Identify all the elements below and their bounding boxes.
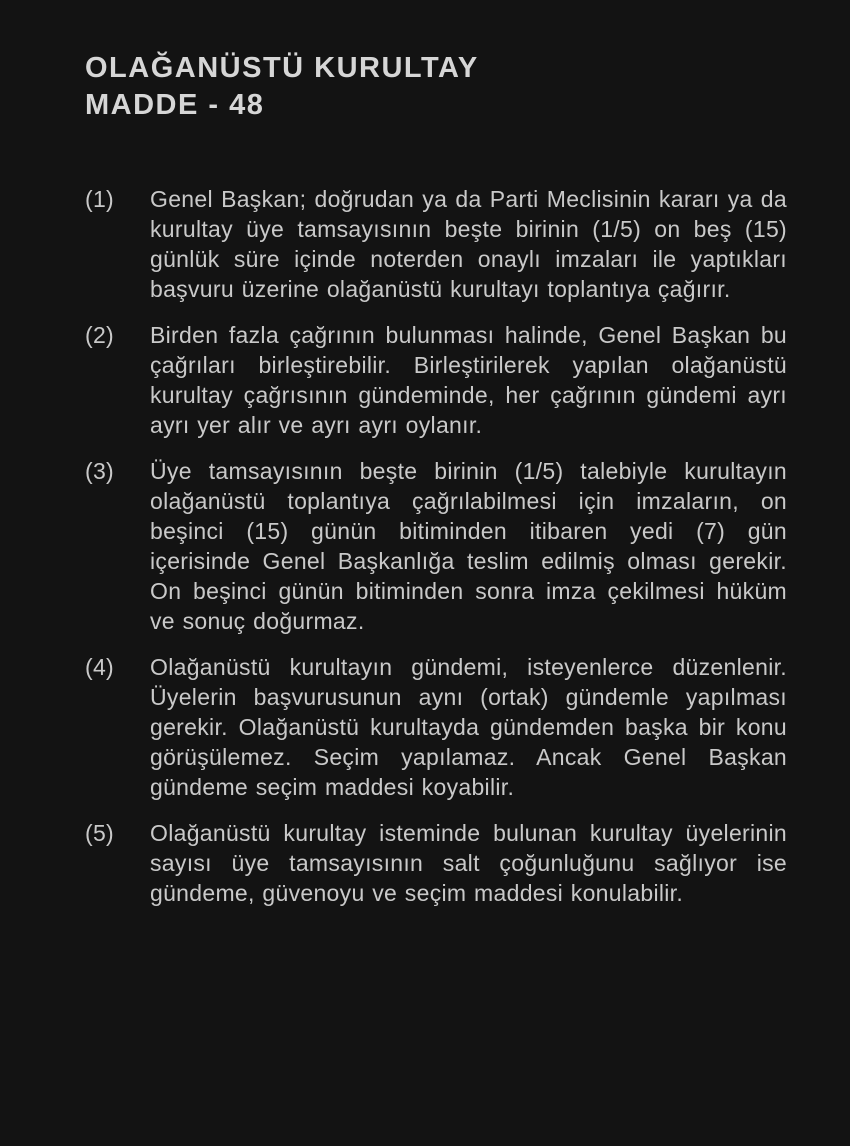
clause-item [85,320,787,440]
clause-text: Üye tamsayısının beşte birinin (1/5) talebiyle kurultayın olağanüstü toplantıya çağrılabilmesi için imzaların, on beşinci (15) günün bitiminden itibaren yedi (7) gün içerisinde Genel Başkanlığa teslim edilmiş olması gerekir. On beşinci günün bitiminden sonra imza çekilmesi hüküm ve sonuç doğurmaz. [150,458,787,634]
clause-number: (5) [85,820,115,846]
clause-text: Olağanüstü kurultay isteminde bulunan kurultay üyelerinin sayısı üye tamsayısının salt çoğunluğunu sağlıyor ise gündeme, güvenoyu ve seçim maddesi konulabilir. [150,820,787,906]
article-title-line1: OLAĞANÜSTÜ KURULTAY [85,52,479,84]
clause-item [85,652,787,802]
clause-text: Genel Başkan; doğrudan ya da Parti Meclisinin kararı ya da kurultay üye tamsayısının beşte birinin (1/5) on beş (15) günlük süre içinde noterden onaylı imzaları ile yaptıkları başvuru üzerine olağanüstü kurultayı toplantıya çağırır. [150,186,787,302]
clause-number: (1) [85,186,115,212]
clause-number: (4) [85,654,115,680]
clause-item [85,456,787,636]
clause-text: Birden fazla çağrının bulunması halinde, Genel Başkan bu çağrıları birleştirebilir. Birleştirilerek yapılan olağanüstü kurultay çağrısının gündeminde, her çağrının gündemi ayrı ayrı yer alır ve ayrı ayrı oylanır. [150,322,787,438]
clause-item [85,184,787,304]
article-title-line2: MADDE - 48 [85,89,265,121]
article-title [85,50,787,124]
clause-number: (2) [85,322,115,348]
clause-item [85,818,787,908]
clause-text: Olağanüstü kurultayın gündemi, isteyenlerce düzenlenir. Üyelerin başvurusunun aynı (ortak) gündemle yapılması gerekir. Olağanüstü kurultayda gündemden başka bir konu görüşülemez. Seçim yapılamaz. Ancak Genel Başkan gündeme seçim maddesi koyabilir. [150,654,787,800]
clause-number: (3) [85,458,115,484]
clause-list [85,184,787,908]
